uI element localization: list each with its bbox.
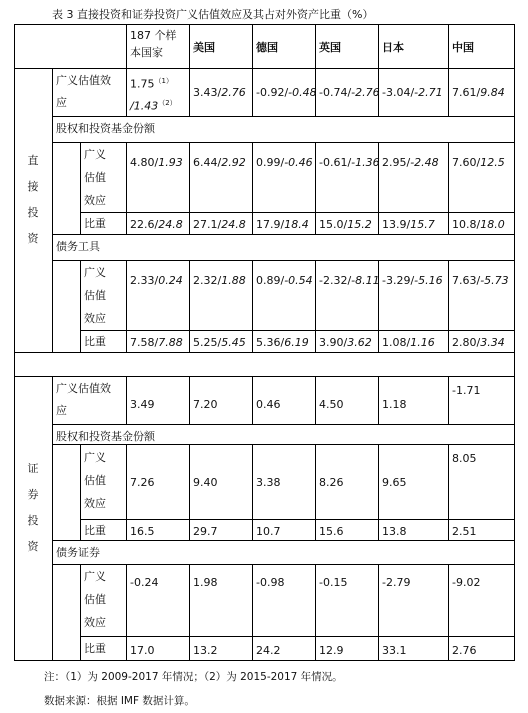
table-rule-v (126, 444, 127, 541)
table-rule-v (189, 260, 190, 353)
table-caption: 表 3 直接投资和证券投资广义估值效应及其占对外资产比重（%） (52, 8, 374, 21)
portfolio-equity-effect: 8.05 (452, 452, 477, 465)
portfolio-effect-value: 0.46 (256, 398, 281, 411)
table-rule-v (252, 68, 253, 117)
table-rule-v (252, 376, 253, 425)
direct-effect-value: -0.74/-2.76 (319, 86, 380, 99)
table-rule-v (80, 444, 81, 541)
equity-effect-label: 估值 (84, 474, 106, 487)
table-rule-v (252, 24, 253, 69)
table-rule-v (80, 564, 81, 661)
table-rule-v (252, 564, 253, 661)
debt-effect-label: 效应 (84, 312, 106, 325)
portfolio-effect-value: 4.50 (319, 398, 344, 411)
table-rule-v (315, 142, 316, 235)
table-rule-v (252, 260, 253, 353)
table-rule-v (126, 260, 127, 353)
table-rule-v (80, 142, 81, 235)
portfolio-equity-effect: 7.26 (130, 476, 155, 489)
table-rule-v (448, 444, 449, 541)
table-rule-v (189, 142, 190, 235)
portfolio-debt-ratio: 33.1 (382, 644, 407, 657)
direct-debt-effect: 0.89/-0.54 (256, 274, 313, 287)
direct-effect-value: 7.61/9.84 (452, 86, 505, 99)
header-col0-line1: 187 个样 (130, 29, 177, 42)
direct-equity-ratio: 13.9/15.7 (382, 218, 435, 231)
table-rule-v (315, 564, 316, 661)
table-rule-h (52, 424, 515, 425)
direct-debt-effect: 2.33/0.24 (130, 274, 183, 287)
direct-effect-value: -0.92/-0.48 (256, 86, 317, 99)
table-rule-v (126, 564, 127, 661)
ratio-label: 比重 (84, 524, 106, 537)
direct-debt-ratio: 2.80/3.34 (452, 336, 505, 349)
direct-equity-effect: 4.80/1.93 (130, 156, 183, 169)
direct-label-char: 资 (27, 232, 39, 245)
table-rule-h (80, 212, 515, 213)
debt-effect-label: 广义 (84, 266, 106, 279)
portfolio-debt-effect: -0.24 (130, 576, 159, 589)
portfolio-effect-value: 1.18 (382, 398, 407, 411)
portfolio-equity-ratio: 16.5 (130, 525, 155, 538)
table-rule-v (189, 68, 190, 117)
table-rule-v (52, 376, 53, 661)
direct-effect-value: -3.04/-2.71 (382, 86, 443, 99)
debt-label: 债务工具 (56, 240, 100, 253)
portfolio-equity-ratio: 13.8 (382, 525, 407, 538)
table-rule-v (378, 24, 379, 69)
direct-equity-effect: 0.99/-0.46 (256, 156, 313, 169)
portfolio-equity-effect: 3.38 (256, 476, 281, 489)
table-rule-v (378, 564, 379, 661)
portfolio-debt-effect: 1.98 (193, 576, 218, 589)
data-table (14, 24, 514, 660)
data-source: 数据来源：根据 IMF 数据计算。 (44, 695, 195, 707)
debt-effect-label: 效应 (84, 616, 106, 629)
portfolio-debt-effect: -9.02 (452, 576, 481, 589)
table-rule-h (80, 519, 515, 520)
table-note: 注：（1）为 2009-2017 年情况；（2）为 2015-2017 年情况。 (44, 671, 343, 683)
table-rule-h (52, 142, 515, 143)
ratio-label: 比重 (84, 335, 106, 348)
debt-label: 债务证券 (56, 546, 100, 559)
table-rule-h (52, 234, 515, 235)
direct-effect-187-b: $/1.43^{(2)}$ (130, 99, 177, 113)
portfolio-equity-effect: 9.65 (382, 476, 407, 489)
portfolio-debt-ratio: 24.2 (256, 644, 281, 657)
effect-label: 广义估值效 (56, 74, 111, 87)
table-rule-v (80, 260, 81, 353)
table-rule-v (315, 260, 316, 353)
direct-equity-effect: 7.60/12.5 (452, 156, 505, 169)
portfolio-equity-effect: 9.40 (193, 476, 218, 489)
table-rule-v (448, 24, 449, 69)
table-rule-v (315, 444, 316, 541)
equity-effect-label: 广义 (84, 451, 106, 464)
direct-label-char: 接 (27, 180, 39, 193)
table-rule-v (448, 142, 449, 235)
portfolio-label-char: 证 (27, 462, 39, 475)
table-rule-v (52, 68, 53, 353)
portfolio-debt-ratio: 13.2 (193, 644, 218, 657)
table-rule-h (14, 68, 515, 69)
header-col0-line2: 本国家 (130, 46, 163, 59)
header-jp: 日本 (382, 41, 404, 54)
direct-equity-ratio: 10.8/18.0 (452, 218, 505, 231)
portfolio-debt-effect: -0.98 (256, 576, 285, 589)
table-rule-h (52, 260, 515, 261)
direct-equity-ratio: 15.0/15.2 (319, 218, 372, 231)
portfolio-label-char: 投 (27, 514, 39, 527)
debt-effect-label: 广义 (84, 570, 106, 583)
direct-label-char: 直 (27, 154, 39, 167)
header-uk: 英国 (319, 41, 341, 54)
table-rule-h (52, 540, 515, 541)
equity-effect-label: 广义 (84, 148, 106, 161)
portfolio-equity-ratio: 15.6 (319, 525, 344, 538)
direct-equity-ratio: 27.1/24.8 (193, 218, 246, 231)
portfolio-equity-ratio: 10.7 (256, 525, 281, 538)
equity-effect-label: 效应 (84, 497, 106, 510)
table-rule-v (252, 142, 253, 235)
portfolio-debt-ratio: 12.9 (319, 644, 344, 657)
direct-effect-value: 3.43/2.76 (193, 86, 246, 99)
direct-effect-187: $1.75^{(1)}$ (130, 77, 173, 91)
portfolio-equity-ratio: 2.51 (452, 525, 477, 538)
direct-debt-ratio: 5.36/6.19 (256, 336, 309, 349)
direct-debt-effect: -2.32/-8.11 (319, 274, 380, 287)
direct-debt-ratio: 5.25/5.45 (193, 336, 246, 349)
table-rule-v (448, 376, 449, 425)
direct-label-char: 投 (27, 206, 39, 219)
table-rule-v (315, 376, 316, 425)
header-cn: 中国 (452, 41, 474, 54)
equity-effect-label: 估值 (84, 171, 106, 184)
direct-debt-ratio: 7.58/7.88 (130, 336, 183, 349)
header-us: 美国 (193, 41, 215, 54)
table-rule-v (378, 444, 379, 541)
portfolio-debt-ratio: 17.0 (130, 644, 155, 657)
table-rule-v (448, 564, 449, 661)
table-rule-h (52, 564, 515, 565)
table-rule-h (80, 636, 515, 637)
portfolio-equity-ratio: 29.7 (193, 525, 218, 538)
equity-label: 股权和投资基金份额 (56, 122, 155, 135)
debt-effect-label: 估值 (84, 289, 106, 302)
table-rule-v (126, 24, 127, 69)
table-rule-v (252, 444, 253, 541)
direct-debt-ratio: 1.08/1.16 (382, 336, 435, 349)
portfolio-effect-value: -1.71 (452, 384, 481, 397)
table-rule-v (126, 68, 127, 117)
portfolio-label-char: 券 (27, 488, 39, 501)
table-rule-h (14, 24, 515, 25)
table-rule-v (448, 260, 449, 353)
portfolio-label-char: 资 (27, 540, 39, 553)
portfolio-debt-effect: -2.79 (382, 576, 411, 589)
direct-debt-effect: 7.63/-5.73 (452, 274, 509, 287)
table-rule-h (14, 352, 515, 353)
table-rule-h (52, 116, 515, 117)
direct-debt-effect: -3.29/-5.16 (382, 274, 443, 287)
header-de: 德国 (256, 41, 278, 54)
portfolio-debt-ratio: 2.76 (452, 644, 477, 657)
table-rule-v (189, 444, 190, 541)
direct-debt-ratio: 3.90/3.62 (319, 336, 372, 349)
table-rule-h (80, 330, 515, 331)
effect-label: 广义估值效 (56, 382, 111, 395)
direct-equity-ratio: 17.9/18.4 (256, 218, 309, 231)
table-rule-v (378, 376, 379, 425)
table-rule-v (126, 142, 127, 235)
table-rule-v (189, 564, 190, 661)
table-rule-v (126, 376, 127, 425)
table-rule-v (448, 68, 449, 117)
portfolio-debt-effect: -0.15 (319, 576, 348, 589)
debt-effect-label: 估值 (84, 593, 106, 606)
direct-debt-effect: 2.32/1.88 (193, 274, 246, 287)
portfolio-effect-value: 7.20 (193, 398, 218, 411)
equity-label: 股权和投资基金份额 (56, 430, 155, 443)
effect-label: 应 (56, 404, 67, 417)
table-rule-v (14, 24, 15, 661)
table-rule-v (189, 376, 190, 425)
ratio-label: 比重 (84, 642, 106, 655)
table-rule-h (52, 444, 515, 445)
table-rule-v (315, 24, 316, 69)
effect-label: 应 (56, 96, 67, 109)
direct-equity-ratio: 22.6/24.8 (130, 218, 183, 231)
portfolio-equity-effect: 8.26 (319, 476, 344, 489)
table-rule-h (14, 376, 515, 377)
table-rule-h (14, 660, 515, 661)
table-rule-v (189, 24, 190, 69)
direct-equity-effect: 6.44/2.92 (193, 156, 246, 169)
direct-equity-effect: 2.95/-2.48 (382, 156, 439, 169)
ratio-label: 比重 (84, 217, 106, 230)
table-rule-v (514, 24, 515, 661)
direct-equity-effect: -0.61/-1.36 (319, 156, 380, 169)
equity-effect-label: 效应 (84, 194, 106, 207)
portfolio-effect-value: 3.49 (130, 398, 155, 411)
